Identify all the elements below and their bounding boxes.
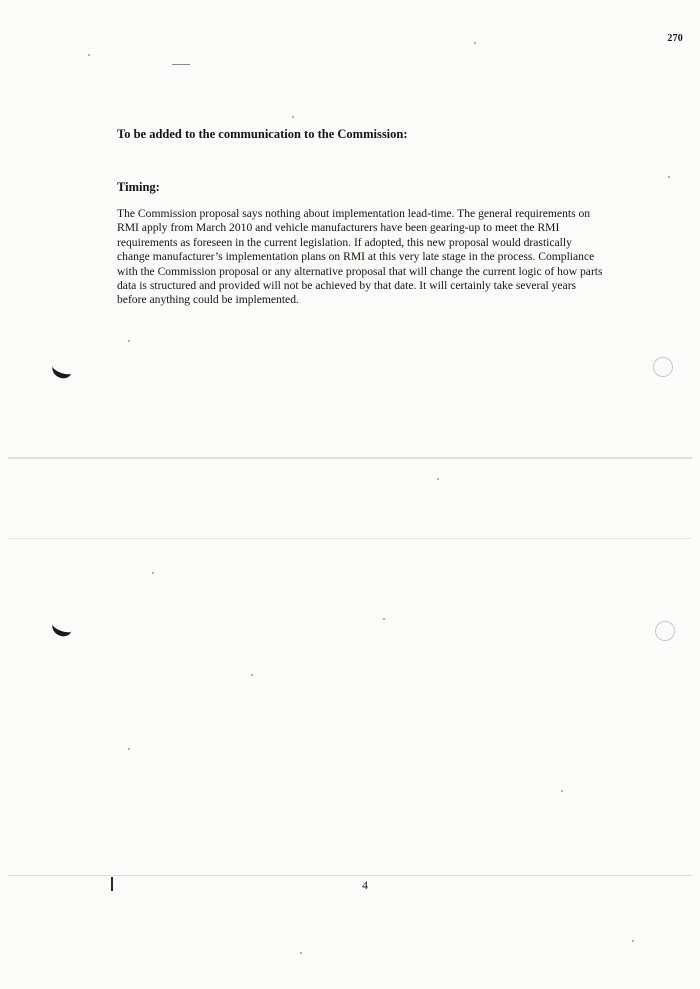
scan-speck xyxy=(128,340,130,342)
page-stamp-number: 270 xyxy=(667,33,683,44)
scan-speck xyxy=(251,674,253,676)
scan-speck xyxy=(152,572,154,574)
section-body: The Commission proposal says nothing about implementation lead-time. The general requirements on RMI apply from March 2010 and vehicle manufacturers have been gearing-up to meet the RMI requirements as foreseen in the current legislation. If adopted, this new proposal would drastically change manufacturer’s implementation plans on RMI at this very late stage in the process. Compliance with the Commission proposal or any alternative proposal that will change the current logic of how parts data is structured and provided will not be achieved by that date. It will certainly take several years before anything could be implemented. xyxy=(117,207,603,307)
section-title: Timing: xyxy=(117,180,160,194)
top-dash-mark xyxy=(172,64,190,65)
scan-speck xyxy=(561,790,563,792)
punch-hole-ring xyxy=(653,357,673,377)
scan-speck xyxy=(632,940,634,942)
scan-speck xyxy=(474,42,476,44)
scan-fold-line xyxy=(8,875,692,876)
margin-bar xyxy=(111,877,113,891)
scan-speck xyxy=(668,176,670,178)
punch-hole-ring xyxy=(655,621,675,641)
scan-speck xyxy=(300,952,302,954)
scan-speck xyxy=(437,478,439,480)
punch-hole-mark xyxy=(50,616,74,638)
scan-fold-line xyxy=(8,457,692,459)
scan-fold-line xyxy=(8,538,692,539)
scan-speck xyxy=(88,54,90,56)
punch-hole-mark xyxy=(50,358,74,380)
footer-page-number: 4 xyxy=(362,878,368,892)
scan-speck xyxy=(383,618,385,620)
document-heading: To be added to the communication to the Commission: xyxy=(117,127,408,141)
scan-speck xyxy=(128,748,130,750)
scan-speck xyxy=(292,116,294,118)
